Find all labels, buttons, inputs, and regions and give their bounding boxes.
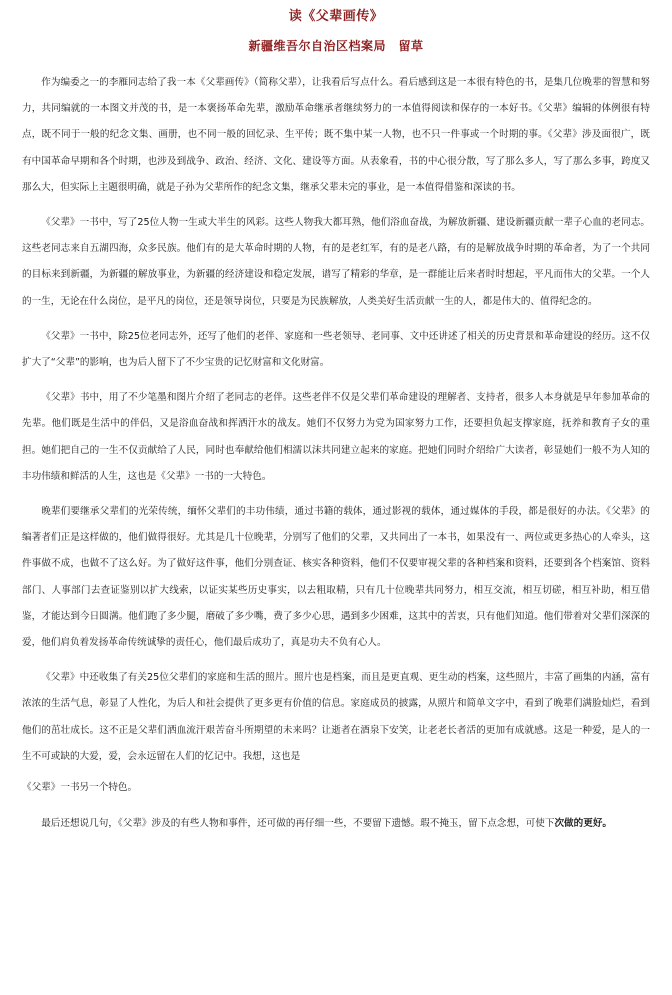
paragraph-figures: 《父辈》一书中，写了25位人物一生或大半生的风彩。这些人物我大都耳熟，他们浴血奋战，为解放新疆、建设新疆贡献一辈子心血的老同志。这些老同志来自五湖四海，众多民族。他们有的是大革命时期的人物，有的是老红军，有的是老八路，有的是解放战争时期的革命者，为了一个共同的目标来到新疆，为新疆的解放事业，为新疆的经济建设和稳定发展，谱写了精彩的华章，是一群能让后来者时时想起，平凡而伟大的父辈。一个人的一生，无论在什么岗位，是平凡的岗位，还是领导岗位，只要是为民族解放，人类美好生活贡献一生的人，都是伟大的、值得纪念的。: [22, 217, 650, 307]
closing-emphasis: 次做的更好。: [554, 818, 613, 830]
paragraph-intro: 作为编委之一的李雁同志给了我一本《父辈画传》（简称父辈），让我看后写点什么。看后感到这是一本很有特色的书，是集几位晚辈的智慧和努力，共同编就的一本图文并茂的书，是一本褒扬革命先辈，激励革命继承者继续努力的一本值得阅读和保存的一本好书。《父辈》编辑的体例很有特点，既不同于一般的纪念文集、画册，也不同一般的回忆录、生平传；既不集中某一人物，也不只一件事或一个时期的事。《父辈》涉及面很广，既有中国革命早期和各个时期，也涉及到战争、政治、经济、文化、建设等方面。从表象看，书的中心很分散，写了那么多人，写了那么多事，跨度又那么大，但实际上主题很明确，就是子孙为父辈所作的纪念文集，继承父辈未完的事业，是一本值得借鉴和深读的书。: [22, 77, 650, 193]
closing-text: 最后还想说几句，《父辈》涉及的有些人物和事件，还可做的再仔细一些，不要留下遗憾。瑕不掩玉，留下点念想，可使下: [41, 818, 555, 830]
paragraph-extended-scope: 《父辈》一书中，除25位老同志外，还写了他们的老伴、家庭和一些老领导、老同事、文中还讲述了相关的历史背景和革命建设的经历。这不仅扩大了“父辈”的影响，也为后人留下了不少宝贵的记忆财富和文化财富。: [22, 330, 650, 369]
paragraph-descendants-effort: 晚辈们要继承父辈们的光荣传统，缅怀父辈们的丰功伟绩，通过书籍的载体，通过影视的载体，通过媒体的手段，都是很好的办法。《父辈》的编著者们正是这样做的，他们做得很好。尤其是几十位晚辈，分别写了他们的父辈，又共同出了一本书，如果没有一、两位或更多热心的人牵头，这件事做不成，也做不了这么好。为了做好这件事，他们分别查证、核实各种资料，他们不仅要审视父辈的各种档案和资料，还要到各个档案馆、资料部门、人事部门去查证鉴别以扩大线索，以证实某些历史事实，以去粗取精，只有几十位晚辈共同努力，相互交流，相互切磋，相互补助，相互借鉴，才能达到今日圆满。他们跑了多少腿，磨破了多少嘴，费了多少心思，遇到多少困难，这其中的苦衷，只有他们知道。他们带着对父辈们深深的爱，他们肩负着发扬革命传统诚挚的责任心，他们最后成功了，真是功夫不负有心人。: [22, 506, 650, 649]
paragraph-photos-tail: 《父辈》一书另一个特色。: [22, 782, 138, 794]
paragraph-closing: [22, 811, 650, 837]
paragraph-spouses: 《父辈》书中，用了不少笔墨和图片介绍了老同志的老伴。这些老伴不仅是父辈们革命建设的理解者、支持者，很多人本身就是早年参加革命的先辈。他们既是生活中的伴侣，又是浴血奋战和挥洒汗水的战友。她们不仅努力为党为国家努力工作，还要担负起支撑家庭，抚养和教育子女的重担。她们把自己的一生不仅贡献给了人民，同时也奉献给他们相濡以沫共同建立起来的家庭。把她们同时介绍给广大读者，彰显她们一般不为人知的丰功伟绩和鲜活的人生，这也是《父辈》一书的一大特色。: [22, 392, 650, 482]
paragraph-photos: 《父辈》中还收集了有关25位父辈们的家庭和生活的照片。照片也是档案，而且是更直观、更生动的档案，这些照片，丰富了画集的内涵，富有浓浓的生活气息，彰显了人性化，为后人和社会提供了更多更有价值的信息。家庭成员的披露，从照片和简单文字中，看到了晚辈们满脸灿烂，看到他们的茁壮成长。这不正是父辈们洒血流汗艰苦奋斗所期望的未来吗？让逝者在酒泉下安笑，让老老长者活的更加有成就感。这是一种爱，是人的一生不可或缺的大爱，爱，会永远留在人们的忆记中。我想，这也是: [22, 672, 650, 762]
article-title: 读《父辈画传》: [288, 9, 384, 24]
article-byline: 新疆维吾尔自治区档案局 留草: [248, 39, 424, 53]
